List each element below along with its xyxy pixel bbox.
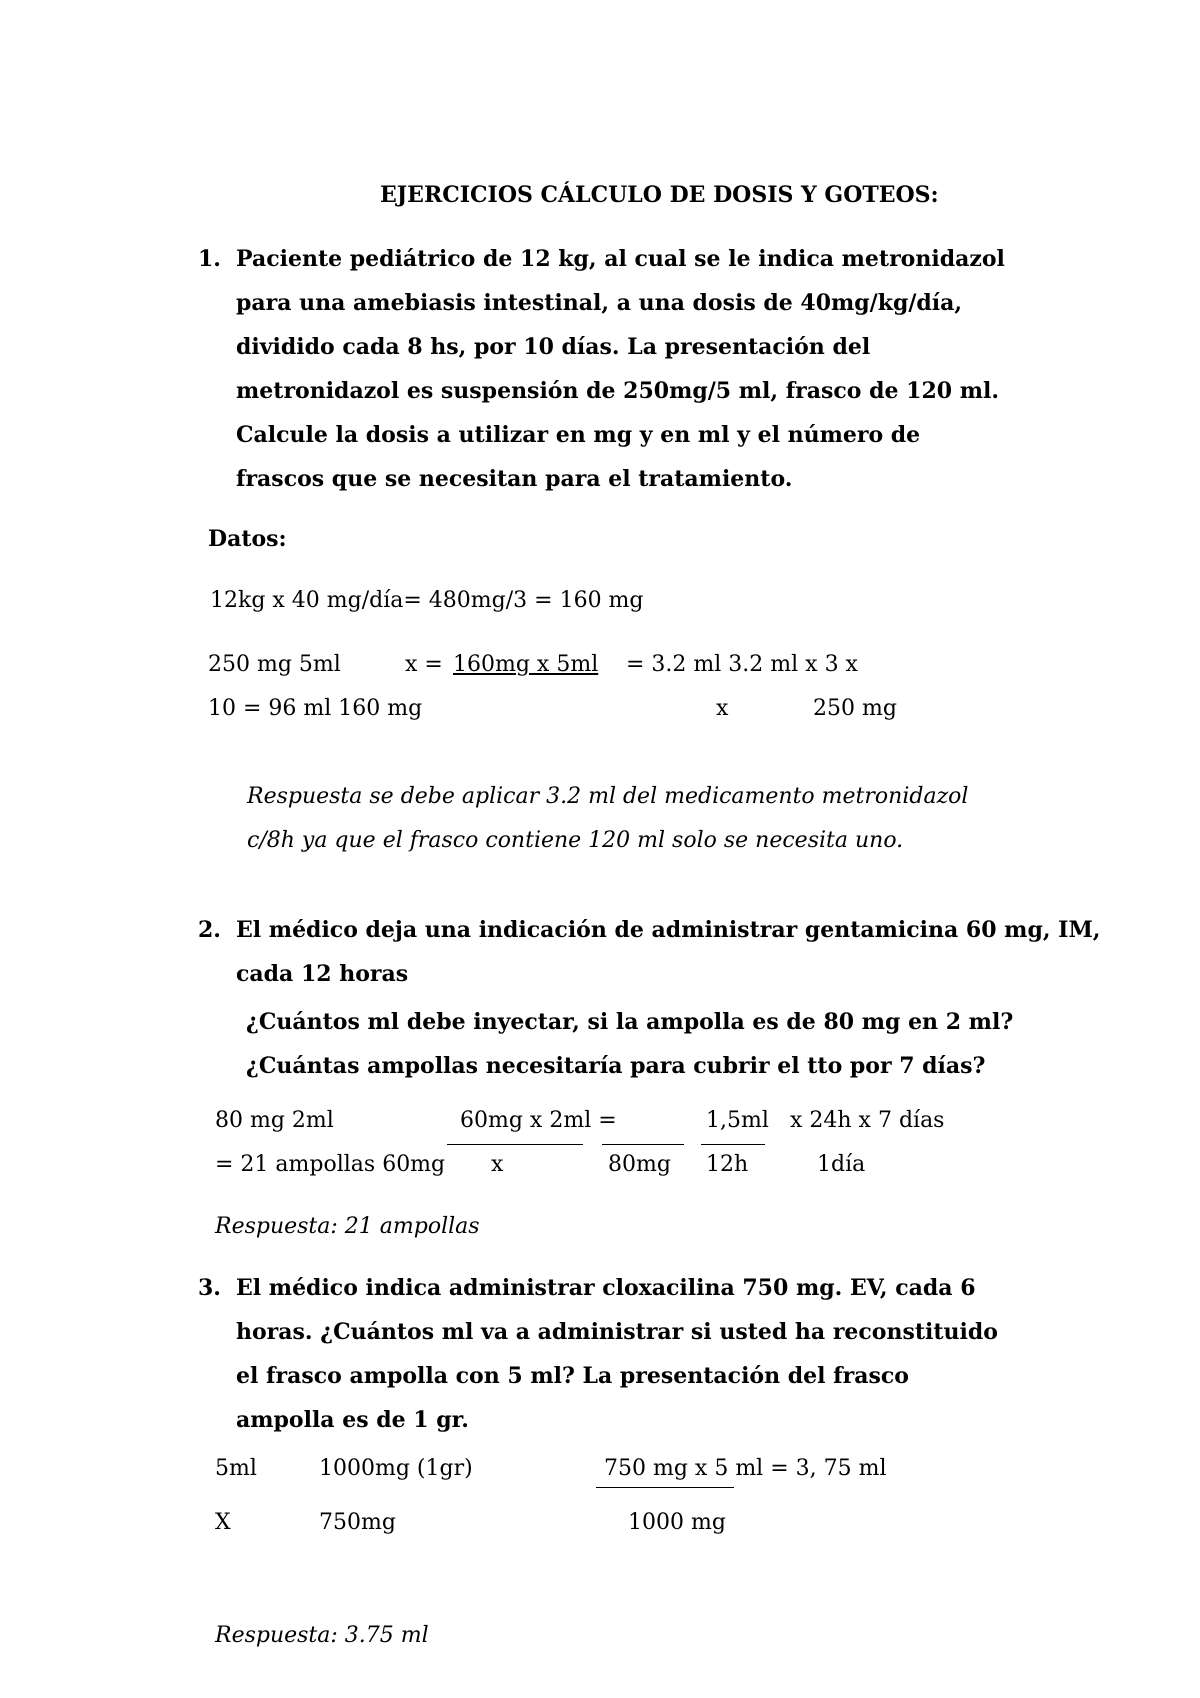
exercise-1-number: 1. bbox=[198, 246, 221, 272]
datos-label: Datos: bbox=[208, 526, 287, 552]
exercise-2-number: 2. bbox=[198, 917, 221, 943]
exercise-1-calc-b: x = bbox=[405, 652, 443, 677]
exercise-1-calc-f: x bbox=[716, 696, 729, 721]
exercise-2-calc-e: = 21 ampollas 60mg bbox=[215, 1152, 446, 1177]
exercise-3-number: 3. bbox=[198, 1275, 221, 1301]
exercise-2-calc-f: x bbox=[491, 1152, 504, 1177]
exercise-3-line-4: ampolla es de 1 gr. bbox=[236, 1407, 469, 1433]
exercise-3-line-1: El médico indica administrar cloxacilina 750 mg. EV, cada 6 bbox=[236, 1275, 976, 1301]
exercise-1-calc-a: 250 mg 5ml bbox=[208, 652, 341, 677]
exercise-3-calc-d: X bbox=[215, 1510, 231, 1535]
exercise-2-calc-b: 60mg x 2ml = bbox=[460, 1108, 617, 1133]
exercise-3-line-3: el frasco ampolla con 5 ml? La presentación del frasco bbox=[236, 1363, 909, 1389]
exercise-2-question-1: ¿Cuántos ml debe inyectar, si la ampolla es de 80 mg en 2 ml? bbox=[246, 1009, 1014, 1035]
exercise-3-calc-a: 5ml bbox=[215, 1456, 257, 1481]
exercise-1-calc-c: 160mg x 5ml bbox=[453, 652, 599, 677]
exercise-2-calc-h: 12h bbox=[706, 1152, 749, 1177]
exercise-3-calc-b: 1000mg (1gr) bbox=[319, 1456, 473, 1481]
exercise-2-calc-g: 80mg bbox=[608, 1152, 671, 1177]
exercise-2-fraction-bar-1 bbox=[447, 1144, 583, 1145]
exercise-2-question-2: ¿Cuántas ampollas necesitaría para cubrir el tto por 7 días? bbox=[246, 1053, 986, 1079]
exercise-1-calc-line-1: 12kg x 40 mg/día= 480mg/3 = 160 mg bbox=[210, 588, 644, 613]
exercise-2-answer: Respuesta: 21 ampollas bbox=[215, 1214, 480, 1239]
exercise-1-calc-d: = 3.2 ml 3.2 ml x 3 x bbox=[626, 652, 858, 677]
exercise-1-line-1: Paciente pediátrico de 12 kg, al cual se le indica metronidazol bbox=[236, 246, 1005, 272]
exercise-3-fraction-bar bbox=[596, 1487, 734, 1488]
exercise-2-calc-i: 1día bbox=[817, 1152, 866, 1177]
exercise-2-calc-a: 80 mg 2ml bbox=[215, 1108, 334, 1133]
exercise-1-line-2: para una amebiasis intestinal, a una dosis de 40mg/kg/día, bbox=[236, 290, 963, 316]
exercise-1-answer-line-2: c/8h ya que el frasco contiene 120 ml solo se necesita uno. bbox=[247, 828, 904, 853]
exercise-3-answer: Respuesta: 3.75 ml bbox=[215, 1623, 429, 1648]
exercise-2-calc-d: x 24h x 7 días bbox=[790, 1108, 945, 1133]
exercise-2-line-1: El médico deja una indicación de administrar gentamicina 60 mg, IM, bbox=[236, 917, 1101, 943]
exercise-1-line-3: dividido cada 8 hs, por 10 días. La presentación del bbox=[236, 334, 871, 360]
exercise-2-fraction-bar-3 bbox=[701, 1144, 765, 1145]
exercise-2-calc-c: 1,5ml bbox=[706, 1108, 769, 1133]
exercise-1-calc-g: 250 mg bbox=[813, 696, 897, 721]
exercise-3-calc-e: 750mg bbox=[319, 1510, 396, 1535]
exercise-1-answer-line-1: Respuesta se debe aplicar 3.2 ml del medicamento metronidazol bbox=[247, 784, 969, 809]
exercise-3-line-2: horas. ¿Cuántos ml va a administrar si usted ha reconstituido bbox=[236, 1319, 998, 1345]
exercise-1-line-4: metronidazol es suspensión de 250mg/5 ml, frasco de 120 ml. bbox=[236, 378, 1000, 404]
exercise-1-calc-e: 10 = 96 ml 160 mg bbox=[208, 696, 423, 721]
exercise-3-calc-f: 1000 mg bbox=[628, 1510, 726, 1535]
exercise-1-line-6: frascos que se necesitan para el tratamiento. bbox=[236, 466, 793, 492]
exercise-2-fraction-bar-2 bbox=[602, 1144, 684, 1145]
page-title: EJERCICIOS CÁLCULO DE DOSIS Y GOTEOS: bbox=[380, 182, 939, 208]
exercise-1-line-5: Calcule la dosis a utilizar en mg y en ml y el número de bbox=[236, 422, 921, 448]
exercise-2-line-2: cada 12 horas bbox=[236, 961, 409, 987]
exercise-3-calc-c: 750 mg x 5 ml = 3, 75 ml bbox=[604, 1456, 887, 1481]
